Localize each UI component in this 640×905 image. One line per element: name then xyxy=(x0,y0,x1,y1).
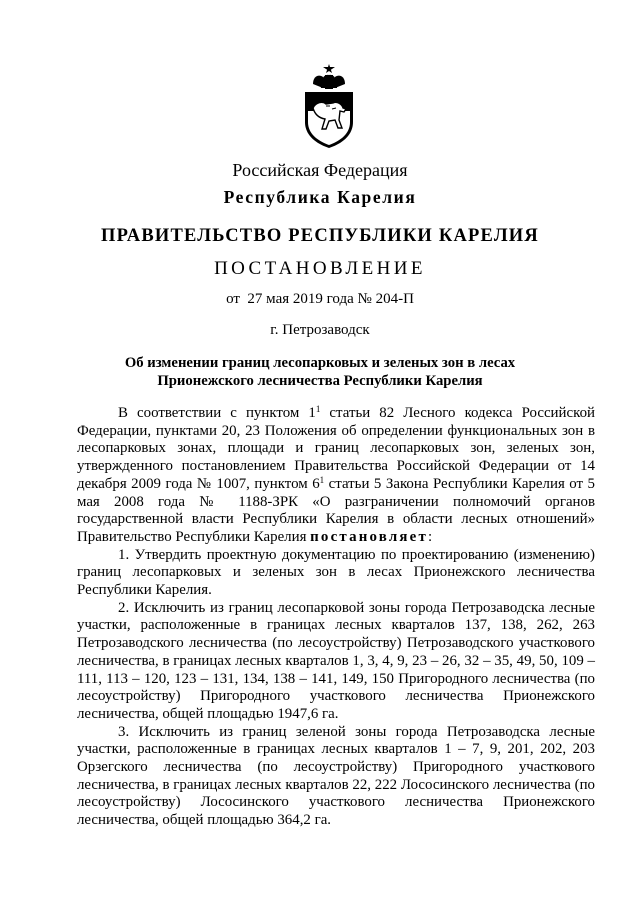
title-line-2: Прионежского лесничества Республики Карелия xyxy=(157,372,483,389)
superscript-2: 1 xyxy=(319,474,325,485)
document-body xyxy=(77,405,595,830)
preamble-colon: : xyxy=(427,528,433,545)
document-date-number: от 27 мая 2019 года № 204-П xyxy=(226,291,414,307)
country-name: Российская Федерация xyxy=(232,160,408,180)
republic-name: Республика Карелия xyxy=(223,187,417,207)
item-3: 3. Исключить из границ зеленой зоны города Петрозаводска лесные участки, расположенные в границах лесных кварталов 1 – 7, 9, 201, 202, 203 Орзегского лесничества (по лесоустройству) Пригородного участкового лесничества, в границах лесных кварталов 22, 222 Лососинского лесничества (по лесоустройству) Лососинского участкового лесничества Прионежского лесничества, общей площадью 364,2 га. xyxy=(77,723,595,829)
superscript-1: 1 xyxy=(315,404,321,414)
document-type: ПОСТАНОВЛЕНИЕ xyxy=(214,258,426,279)
preamble-part-2: статьи 82 Лесного кодекса Российской Федерации, пунктами 20, 23 Положения об определении функциональных зон в лесопарковых зонах, площади и границ лесопарковых зон, зеленых зон, утвержденного постановлением Правительства Российской Федерации от 14 декабря 2009 года № 1007, пунктом 6 xyxy=(77,405,595,492)
item-2: 2. Исключить из границ лесопарковой зоны города Петрозаводска лесные участки, расположенные в границах лесных кварталов 137, 138, 262, 263 Петрозаводского лесничества (по лесоустройству) Петрозаводского участкового лесничества, в границах лесных кварталов 1, 3, 4, 9, 23 – 26, 32 – 35, 49, 50, 109 – 111, 113 – 120, 123 – 131, 134, 138 – 141, 149, 150 Пригородного лесничества (по лесоустройству) Пригородного участкового лесничества Прионежского лесничества, общей площадью 1947,6 га. xyxy=(77,599,595,722)
preamble-part-1: В соответствии с пунктом 1 xyxy=(118,405,316,421)
item-1: 1. Утвердить проектную документацию по проектированию (изменению) границ лесопарковых и зеленых зон в лесах Прионежского лесничества Республики Карелия. xyxy=(77,546,595,599)
document-title xyxy=(0,355,640,390)
resolves-word: постановляет xyxy=(310,528,428,545)
title-line-1: Об изменении границ лесопарковых и зеленых зон в лесах xyxy=(124,355,516,371)
preamble-part-3: статьи 5 Закона Республики Карелия от 5 мая 2008 года № 1188-ЗРК «О разграничении полномочий органов государственной власти Республики Карелия в области лесных отношений» Правительство Республики Карелия xyxy=(77,475,595,545)
karelia-coat-of-arms-icon xyxy=(299,62,359,150)
government-name: ПРАВИТЕЛЬСТВО РЕСПУБЛИКИ КАРЕЛИЯ xyxy=(101,226,539,246)
preamble-paragraph xyxy=(77,405,595,547)
document-city: г. Петрозаводск xyxy=(270,322,370,338)
